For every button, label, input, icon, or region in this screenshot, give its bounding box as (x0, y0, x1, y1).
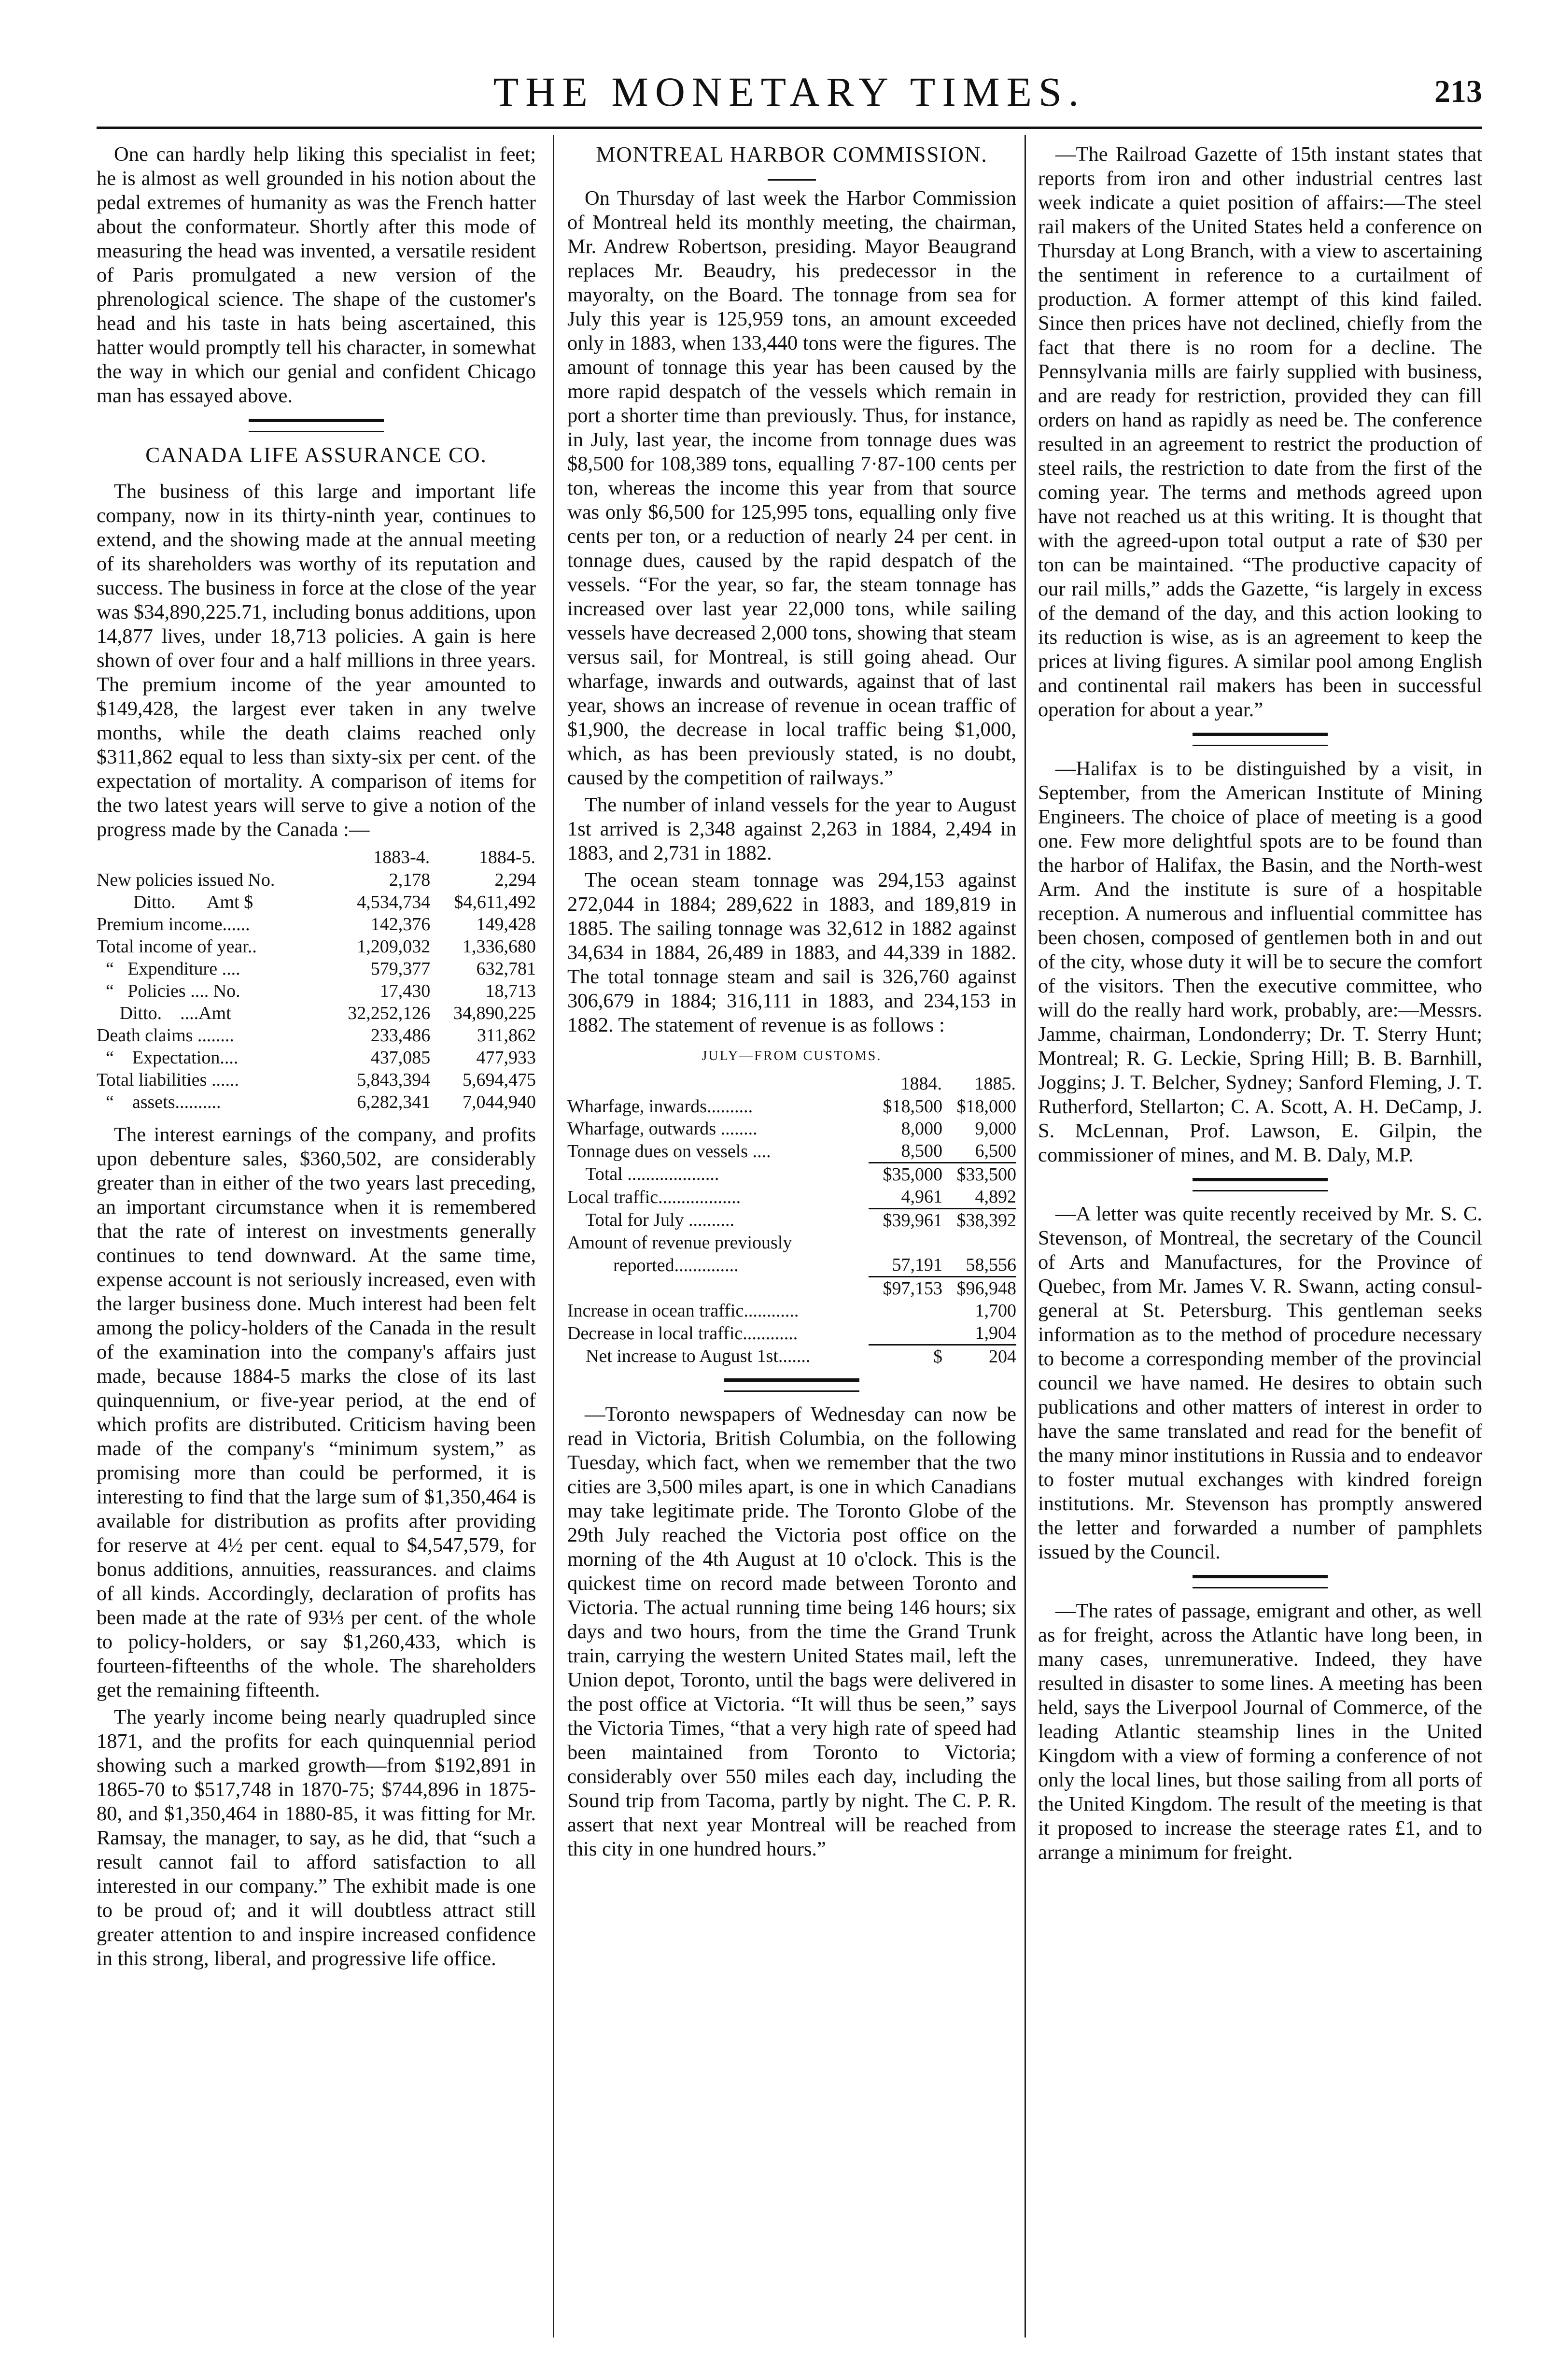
column-3 (1038, 142, 1482, 1868)
row-value: 18,713 (485, 981, 536, 1001)
row-label: Wharfage, outwards ........ (567, 1119, 758, 1139)
table-row-total (567, 1163, 1016, 1186)
row-value: 34,890,225 (453, 1003, 536, 1023)
row-value: 6,500 (975, 1141, 1016, 1161)
table-row (567, 1186, 1016, 1209)
article-paragraph: One can hardly help liking this specialist in feet; he is almost as well grounded in his notion about the pedal extremes of humanity as was the French hatter about the conformateur. Shortly after this mode of measuring the head was invented, a versatile resident of Paris promulgated a new version of the phrenological science. The shape of the customer's head and his taste in hats being ascertained, this hatter would promptly tell his character, in somewhat the way in which our genial and confident Chicago man has essayed above. (97, 143, 536, 407)
table-header: 1883-4. (373, 847, 430, 867)
row-value (869, 1322, 942, 1345)
table-row (97, 891, 536, 913)
row-label (567, 1277, 869, 1300)
row-value: 233,486 (370, 1025, 431, 1046)
column-divider (553, 135, 554, 2338)
table-row (97, 1069, 536, 1091)
row-label: Total liabilities ...... (97, 1070, 239, 1090)
row-label: Ditto. ....Amt (97, 1003, 231, 1023)
header-rule (97, 127, 1482, 129)
row-label: Death claims ........ (97, 1025, 234, 1046)
article-paragraph: The interest earnings of the company, and profits upon debenture sales, $360,502, are considerably greater than in either of the two years last preceding, an important circumstance when it is remembered that the rate of interest on investments generally continues to tend downward. At the same time, expense account is not seriously increased, even with the larger business done. Much interest had been felt among the policy-holders of the Canada in the result of the examination into the company's affairs just made, because 1884-5 marks the close of its last quinquennium, or five-year period, at the end of which profits are distributed. Criticism having been made of the company's “minimum system,” as promising more than could be performed, it is interesting to find that the large sum of $1,350,464 is available for distribution as profits after providing for reserve at 4½ per cent. equal to $4,547,579, for bonus additions, annuities, reassurances. and claims of all kinds. Accordingly, declaration of profits has been made at the rate of 93⅓ per cent. of the whole to policy-holders, or say $1,260,433, which is fourteen-fifteenths of the whole. The shareholders get the remaining fifteenth. (97, 1123, 536, 1701)
row-value: 8,500 (901, 1141, 942, 1161)
table-row (567, 1300, 1016, 1322)
row-value: $18,500 (883, 1096, 942, 1117)
row-label: “ assets.......... (97, 1092, 221, 1112)
article-paragraph: On Thursday of last week the Harbor Commission of Montreal held its monthly meeting, the chairman, Mr. Andrew Robertson, presiding. Mayor Beaugrand replaces Mr. Beaudry, his predecessor in the mayoralty, on the Board. The tonnage from sea for July this year is 125,959 tons, an amount exceeded only in 1883, when 133,440 tons were the figures. The amount of tonnage this year has been caused by the more rapid despatch of the vessels which remain in port a shorter time than previously. Thus, for instance, in July, last year, the income from tonnage dues was $8,500 for 108,389 tons, equalling 7·87-100 cents per ton, whereas the income this year from that source was only $6,500 for 125,995 tons, equalling only five cents per ton, or a reduction of nearly 24 per cent. in tonnage dues, caused by the rapid despatch of the vessels. “For the year, so far, the steam tonnage has increased over last year 22,000 tons, while sailing vessels have decreased 2,000 tons, showing that steam versus sail, for Montreal, is still going ahead. Our wharfage, inwards and outwards, against that of last year, shows an increase of revenue in ocean traffic of $1,900, the decrease in local traffic being $1,000, which, as has been previously stated, is no doubt, caused by the competition of railways.” (567, 187, 1016, 789)
page-header (97, 68, 1482, 121)
row-value: 1,904 (975, 1323, 1016, 1343)
row-label: Total for July .......... (567, 1210, 735, 1231)
table-row (97, 1002, 536, 1024)
table-row (97, 869, 536, 891)
table-row (567, 1140, 1016, 1163)
row-value: 58,556 (966, 1255, 1016, 1275)
row-value: 32,252,126 (348, 1003, 431, 1023)
article-heading: MONTREAL HARBOR COMMISSION. (596, 142, 988, 167)
row-label: “ Expenditure .... (97, 959, 240, 979)
article-paragraph: The number of inland vessels for the year to August 1st arrived is 2,348 against 2,263 in 1884, 2,494 in 1883, and 2,731 in 1882. (567, 793, 1016, 864)
article-paragraph: The ocean steam tonnage was 294,153 against 272,044 in 1884; 289,622 in 1883, and 189,819 in 1885. The sailing tonnage was 32,612 in 1882 against 34,634 in 1884, 26,489 in 1883, and 44,339 in 1882. The total tonnage steam and sail is 326,760 against 306,679 in 1884; 316,111 in 1883, and 234,153 in 1882. The statement of revenue is as follows : (567, 869, 1016, 1036)
row-value: $18,000 (956, 1096, 1016, 1117)
section-separator (1193, 1178, 1328, 1191)
section-separator (1193, 733, 1328, 746)
table-row (97, 1024, 536, 1047)
section-separator (724, 1378, 859, 1392)
row-label: Wharfage, inwards.......... (567, 1096, 753, 1117)
row-value: 204 (942, 1345, 1016, 1368)
row-value: 1,336,680 (463, 936, 536, 957)
article-paragraph: —The Railroad Gazette of 15th instant states that reports from iron and other industrial centres last week indicate a quiet position of affairs:—The steel rail makers of the United States held a conference on Thursday at Long Branch, with a view to ascertaining the sentiment in reference to a curtailment of production. A former attempt of this kind failed. Since then prices have not declined, chiefly from the fact that there is no room for a decline. The Pennsylvania mills are fairly supplied with business, and are ready for restriction, provided they can fill orders on hand as rapidly as need be. The conference resulted in an agreement to restrict the production of steel rails, the restriction to date from the first of the coming year. The terms and methods agreed upon have not reached us at this writing. It is thought that with the agreed-upon total output a rate of $30 per ton can be maintained. “The productive capacity of our rail mills,” adds the Gazette, “is largely in excess of the demand of the day, and this action looking to its reduction is wise, as is an agreement to keep the prices at living figures. A similar pool among English and continental rail makers has been in successful operation for about a year.” (1038, 143, 1482, 721)
row-value: 5,694,475 (463, 1070, 536, 1090)
table-row (97, 1047, 536, 1069)
row-label: “ Expectation.... (97, 1048, 239, 1068)
table-row (567, 1118, 1016, 1140)
table-header-row (97, 846, 536, 869)
table-row (567, 1095, 1016, 1118)
insurance-stats-table (97, 846, 536, 1113)
row-value: 437,085 (370, 1048, 431, 1068)
row-label: “ Policies .... No. (97, 981, 240, 1001)
row-label: Ditto. Amt $ (97, 892, 253, 912)
row-label: Decrease in local traffic............ (567, 1323, 798, 1344)
section-separator (1193, 1575, 1328, 1588)
row-label: Net increase to August 1st....... (567, 1346, 811, 1367)
table-row (97, 913, 536, 935)
row-value: $ (869, 1345, 942, 1368)
row-label: Premium income...... (97, 914, 250, 935)
article-heading: CANADA LIFE ASSURANCE CO. (145, 443, 487, 467)
row-value: $97,153 (869, 1277, 942, 1300)
table-row (567, 1254, 1016, 1277)
row-value: 7,044,940 (463, 1092, 536, 1112)
article-paragraph: The yearly income being nearly quadrupled since 1871, and the profits for each quinquennial period showing such a marked growth—from $192,891 in 1865-70 to $517,748 in 1870-75; $744,896 in 1875-80, and $1,350,464 in 1880-85, it was fitting for Mr. Ramsay, the manager, to say, as he did, that “such a result cannot fail to afford satisfaction to all interested in our company.” The exhibit made is one to be proud of; and it will doubtless attract still greater attention to and inspire increased confidence in this strong, liberal, and progressive life office. (97, 1706, 536, 1970)
table-row (567, 1322, 1016, 1345)
row-value: 579,377 (370, 959, 431, 979)
row-value: $35,000 (869, 1163, 942, 1186)
article-paragraph: —Toronto newspapers of Wednesday can now be read in Victoria, British Columbia, on the following Tuesday, which fact, when we remember that the two cities are 3,500 miles apart, is one in which Canadians may take legitimate pride. The Toronto Globe of the 29th July reached the Victoria post office on the morning of the 4th August at 10 o'clock. This is the quickest time on record made between Toronto and Victoria. The actual running time being 146 hours; six days and two hours, from the time the Grand Trunk train, carrying the western United States mail, left the Union depot, Toronto, until the bags were delivered in the post office at Victoria. “It will thus be seen,” says the Victoria Times, “that a very high rate of speed had been maintained from Toronto to Victoria; considerably over 550 miles each day, including the Sound trip from Tacoma, partly by night. The C. P. R. assert that next year Montreal will be reached from this city in one hundred hours.” (567, 1403, 1016, 1860)
table-header: 1884-5. (478, 847, 535, 867)
row-value: 57,191 (892, 1255, 942, 1275)
table-row (97, 1091, 536, 1113)
table-header-row (567, 1072, 1016, 1095)
page-number: 213 (1434, 74, 1482, 109)
row-value: 8,000 (901, 1119, 942, 1139)
row-value: 9,000 (975, 1119, 1016, 1139)
table-row (97, 958, 536, 980)
column-1 (97, 142, 536, 1974)
row-value: 4,534,734 (357, 892, 431, 912)
table-row (97, 935, 536, 958)
row-value: 1,209,032 (357, 936, 431, 957)
row-value: $4,611,492 (454, 892, 536, 912)
row-value: $38,392 (942, 1209, 1016, 1232)
article-paragraph: —The rates of passage, emigrant and other, as well as for freight, across the Atlantic have long been, in many cases, unremunerative. Indeed, they have resulted in disaster to some lines. A meeting has been held, says the Liverpool Journal of Commerce, of the leading Atlantic steamship lines in the United Kingdom with a view of forming a conference of not only the local lines, but those sailing from all ports of the United Kingdom. The result of the meeting is that it proposed to increase the steerage rates £1, and to arrange a minimum for freight. (1038, 1600, 1482, 1864)
table-row-total (567, 1277, 1016, 1300)
row-value: 149,428 (476, 914, 536, 935)
article-paragraph: The business of this large and important life company, now in its thirty-ninth year, continues to extend, and the showing made at the annual meeting of its shareholders was worthy of its reputation and success. The business in force at the close of the year was $34,890,225.71, including bonus additions, upon 14,877 lives, under 18,713 policies. A gain is here shown of over four and a half millions in three years. The premium income of the year amounted to $149,428, the largest ever taken in any twelve months, while the death claims reached only $311,862 equal to less than sixty-six per cent. of the expectation of mortality. A comparison of items for the two latest years will serve to give a notion of the progress made by the Canada :— (97, 480, 536, 841)
table-row-total (567, 1345, 1016, 1368)
row-label: Total income of year.. (97, 936, 257, 957)
row-value: 311,862 (477, 1025, 536, 1046)
row-label: Total .................... (567, 1164, 719, 1185)
row-label: Amount of revenue previously (567, 1232, 792, 1253)
row-value: 2,178 (389, 870, 431, 890)
row-label: Tonnage dues on vessels .... (567, 1141, 771, 1162)
column-2 (567, 142, 1016, 1864)
row-value (869, 1300, 942, 1322)
table-header: 1884. (900, 1074, 942, 1094)
row-value: 2,294 (494, 870, 536, 890)
row-value: 5,843,394 (357, 1070, 431, 1090)
table-caption: JULY—FROM CUSTOMS. (702, 1048, 882, 1063)
row-value: 477,933 (476, 1048, 536, 1068)
row-value: 4,892 (975, 1187, 1016, 1207)
row-label: reported.............. (567, 1255, 739, 1275)
row-label: Increase in ocean traffic............ (567, 1301, 799, 1321)
article-paragraph: —Halifax is to be distinguished by a visit, in September, from the American Institute of Mining Engineers. The choice of place of meeting is a good one. Few more delightful spots are to be found than the harbor of Halifax, the Basin, and the North-west Arm. And the institute is sure of a hospitable reception. A numerous and influential committee has been chosen, composed of gentlemen both in and out of the city, whose duty it will be to secure the comfort of the visitors. Then the executive committee, who will do the really hard work, probably, are:—Messrs. Jamme, chairman, Londonderry; Dr. T. Sterry Hunt; Montreal; R. G. Leckie, Spring Hill; B. B. Barnhill, Joggins; J. T. Belcher, Sydney; Sanford Fleming, J. T. Rutherford, Stellarton; C. A. Scott, A. H. DeCamp, J. S. McLennan, Prof. Lawson, E. Gilpin, the commissioner of mines, and M. B. Daly, M.P. (1038, 757, 1482, 1166)
row-label: New policies issued No. (97, 870, 275, 890)
row-value: 632,781 (476, 959, 536, 979)
row-value: $39,961 (869, 1209, 942, 1232)
heading-rule (768, 179, 816, 181)
table-header: 1885. (974, 1074, 1016, 1094)
masthead-title: THE MONETARY TIMES. (493, 69, 1086, 115)
row-value: 4,961 (901, 1187, 942, 1207)
section-separator (249, 419, 384, 432)
table-row (97, 980, 536, 1002)
row-value: 1,700 (975, 1301, 1016, 1321)
revenue-table (567, 1072, 1016, 1368)
row-value: $33,500 (942, 1163, 1016, 1186)
row-label: Local traffic.................. (567, 1187, 741, 1207)
row-value: 17,430 (379, 981, 431, 1001)
table-row (567, 1232, 1016, 1254)
column-divider (1025, 135, 1026, 2338)
row-value: $96,948 (942, 1277, 1016, 1300)
row-value: 6,282,341 (357, 1092, 431, 1112)
article-paragraph: —A letter was quite recently received by Mr. S. C. Stevenson, of Montreal, the secretary of the Council of Arts and Manufactures, for the Province of Quebec, from Mr. James V. R. Swann, acting consul-general at St. Petersburg. This gentleman seeks information as to the method of procedure necessary to become a corresponding member of the provincial council we have named. He desires to obtain such publications and other matters of interest in order to have the same translated and read for the benefit of the many minor institutions in Russia and to endeavor to foster mutual exchanges with kindred foreign institutions. Mr. Stevenson has promptly answered the letter and forwarded a number of pamphlets issued by the Council. (1038, 1203, 1482, 1563)
row-value: 142,376 (370, 914, 431, 935)
table-row-total (567, 1209, 1016, 1232)
